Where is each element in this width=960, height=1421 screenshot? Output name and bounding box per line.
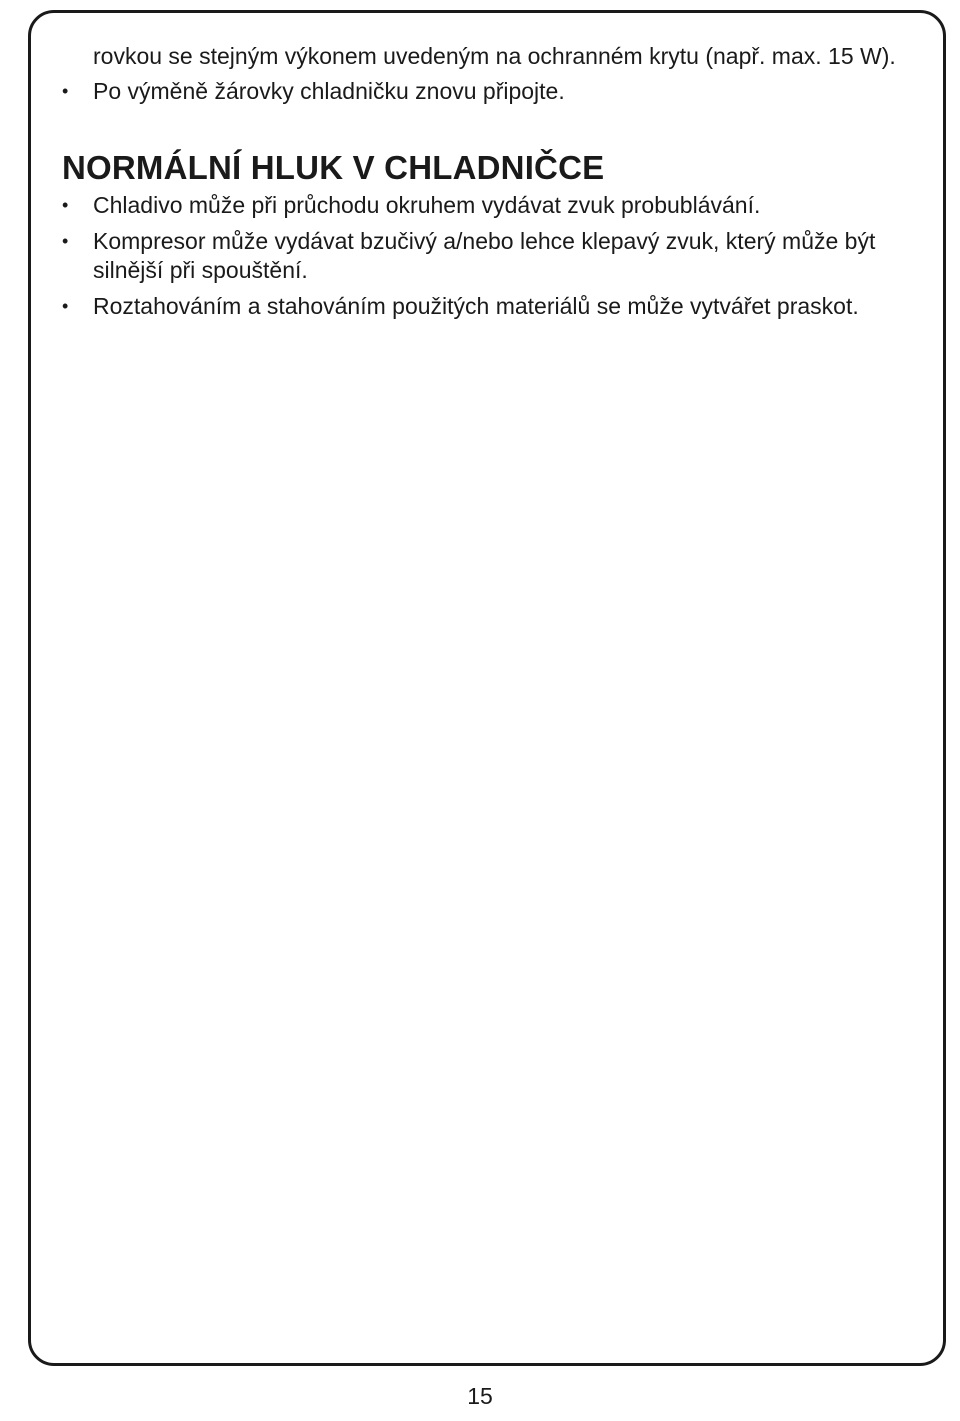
list-item: • Roztahováním a stahováním použitých materiálů se může vytvářet praskot. bbox=[62, 292, 914, 321]
continued-paragraph: rovkou se stejným výkonem uvedeným na ochranném krytu (např. max. 15 W). bbox=[93, 43, 896, 69]
list-item: • Kompresor může vydávat bzučivý a/nebo lehce klepavý zvuk, který může být silnější při spouštění. bbox=[62, 227, 914, 285]
page-number: 15 bbox=[467, 1383, 493, 1409]
noise-bullet-list bbox=[62, 191, 914, 321]
intro-bullet-list bbox=[62, 77, 914, 106]
list-item: • Chladivo může při průchodu okruhem vydávat zvuk probublávání. bbox=[62, 191, 914, 220]
section-heading: NORMÁLNÍ HLUK V CHLADNIČCE bbox=[62, 149, 605, 186]
list-item: • Po výměně žárovky chladničku znovu připojte. bbox=[62, 77, 914, 106]
page-content bbox=[62, 42, 914, 328]
